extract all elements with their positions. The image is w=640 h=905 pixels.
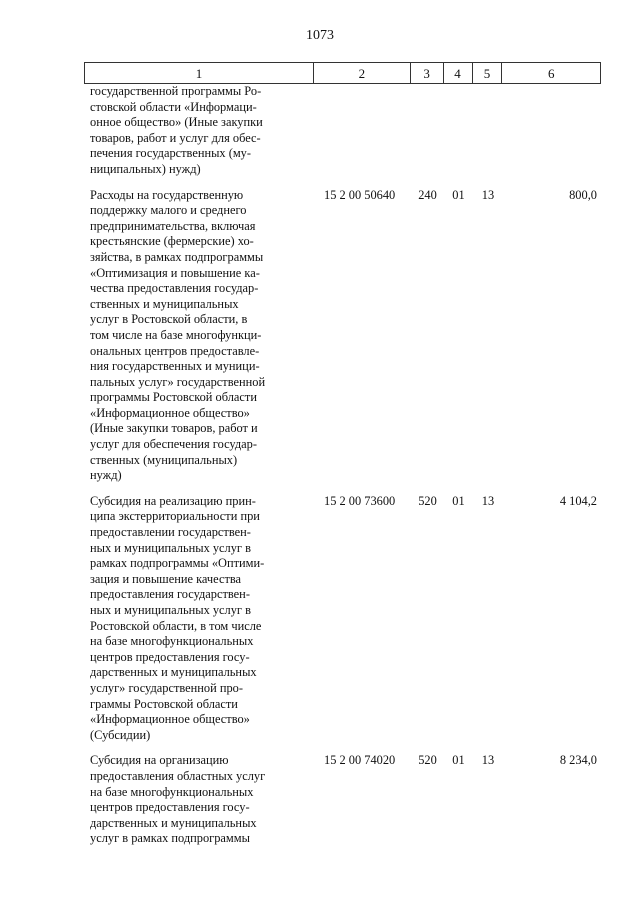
row-amount: 4 104,2 <box>559 493 597 508</box>
row-section: 01 <box>452 753 465 768</box>
row-section: 01 <box>452 493 465 508</box>
column-header-4: 4 <box>444 63 473 83</box>
column-header-3: 3 <box>411 63 444 83</box>
row-section <box>444 84 473 178</box>
row-subsection: 13 <box>481 187 495 202</box>
table-header <box>84 62 601 84</box>
table-row <box>84 188 601 484</box>
row-subsection: 13 <box>481 753 495 768</box>
table-row <box>84 84 601 178</box>
row-code: 15 2 00 50640 <box>324 187 396 202</box>
column-header-2: 2 <box>314 63 411 83</box>
table-row <box>84 753 601 847</box>
row-description: Субсидия на реализацию прин- ципа экстерриториальности при предоставлении государствен- ных и муниципальных услуг в рамках подпрограммы «Оптими- зация и повышение качества предоставления государствен- ных и муниципальных услуг в Ростовской области, в том числе на базе многофункциональных центров предоставления госу- дарственных и муниципальных услуг» государственной про- граммы Ростовской области «Информационное общество» (Субсидии) <box>90 493 265 742</box>
table-row <box>84 494 601 744</box>
row-amount <box>503 84 601 178</box>
row-amount: 8 234,0 <box>559 753 597 768</box>
row-description: Субсидия на организацию предоставления областных услуг на базе многофункциональных центров предоставления госу- дарственных и муниципальных услуг в рамках подпрограммы <box>90 753 266 846</box>
row-expense-type <box>411 84 444 178</box>
page-number: 1073 <box>306 28 334 43</box>
row-expense-type: 520 <box>418 493 437 508</box>
column-header-1: 1 <box>85 63 314 83</box>
row-description: Расходы на государственную поддержку малого и среднего предпринимательства, включая крестьянские (фермерские) хо- зяйства, в рамках подпрограммы «Оптимизация и повышение ка- чества предоставления государ- ственных и муниципальных услуг в Ростовской области, в том числе на базе многофункци- ональных центров предоставле- ния государственных и муници- пальных услуг» государственной программы Ростовской области «Информационное общество» (Иные закупки товаров, работ и услуг для обеспечения государ- ственных (муниципальных) нужд) <box>90 187 266 483</box>
row-code <box>314 84 411 178</box>
row-expense-type: 240 <box>418 187 437 202</box>
row-subsection: 13 <box>481 493 495 508</box>
row-subsection <box>473 84 503 178</box>
row-expense-type: 520 <box>418 753 437 768</box>
row-section: 01 <box>452 187 465 202</box>
row-code: 15 2 00 74020 <box>324 753 396 768</box>
row-amount: 800,0 <box>569 187 597 202</box>
row-description: государственной программы Ро- стовской области «Информаци- онное общество» (Иные закупки товаров, работ и услуг для обес- печения государственных (му- ниципальных) нужд) <box>90 84 263 176</box>
column-header-5: 5 <box>473 63 503 83</box>
table-body <box>84 84 601 857</box>
column-header-6: 6 <box>547 66 555 81</box>
row-code: 15 2 00 73600 <box>324 493 396 508</box>
